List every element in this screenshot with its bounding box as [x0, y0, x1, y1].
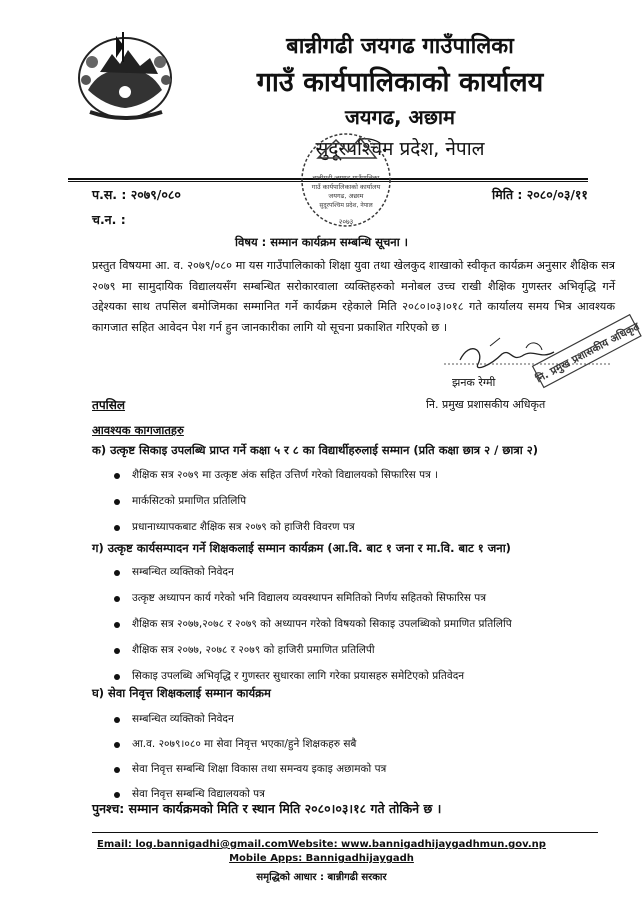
footer-slogan: समृद्धिको आधार : बान्नीगढी सरकार — [256, 872, 387, 883]
notice-date: मिति : २०८०/०३/११ — [492, 187, 588, 202]
list-item: सेवा निवृत्त सम्बन्धि विद्यालयको पत्र — [108, 787, 386, 812]
section-heading-students: क) उत्कृष्ट सिकाइ उपलब्धि प्राप्त गर्ने कक्षा ५ र ८ का विद्यार्थीहरुलाई सम्मान (प्रति कक्षा छात्र २ / छात्रा २) — [92, 443, 538, 457]
officer-stamp-text: नि. प्रमुख प्रशासकीय अधिकृत — [533, 320, 642, 386]
teacher-documents-list — [108, 565, 512, 695]
reference-number: प.स. : २०७९/०८० — [92, 187, 181, 202]
list-item: सेवा निवृत्त सम्बन्धि शिक्षा विकास तथा समन्वय इकाइ अछामको पत्र — [108, 762, 386, 787]
list-item: उत्कृष्ट अध्यापन कार्य गरेको भनि विद्यालय व्यवस्थापन समितिको निर्णय सहितको सिफारिस पत्र — [108, 591, 512, 617]
list-item: शैक्षिक सत्र २०७७, २०७८ र २०७९ को हाजिरी प्रमाणित प्रतिलिपी — [108, 643, 512, 669]
footer-mobile-apps: Mobile Apps: Bannigadhijaygadh — [229, 853, 414, 864]
municipality-name: बान्नीगढी जयगढ गाउँपालिका — [286, 34, 514, 59]
section-heading-retired: घ) सेवा निवृत्त शिक्षकलाई सम्मान कार्यक्रम — [92, 686, 271, 700]
seal-text-2: गाउँ कार्यपालिकाको कार्यालय — [311, 183, 381, 191]
list-item: सम्बन्धित व्यक्तिको निवेदन — [108, 565, 512, 591]
list-item: आ.व. २०७९।०८० मा सेवा निवृत्त भएका/हुने शिक्षकहरु सबै — [108, 737, 386, 762]
notice-subject: विषय : सम्मान कार्यक्रम सम्बन्धि सूचना । — [234, 235, 409, 249]
nepal-emblem-icon — [70, 28, 180, 124]
list-item: सम्बन्धित व्यक्तिको निवेदन — [108, 712, 386, 737]
schedule-heading: तपसिल — [92, 398, 126, 412]
student-documents-list — [108, 468, 438, 546]
footer-contact: Email: log.bannigadhi@gmail.comWebsite: www.bannigadhijaygadhmun.gov.np — [97, 839, 546, 850]
list-item: शैक्षिक सत्र २०७७,२०७८ र २०७९ को अध्यापन गरेको विषयको सिकाइ उपलब्धिको प्रमाणित प्रतिलिपि — [108, 617, 512, 643]
office-seal — [296, 128, 396, 232]
list-item: मार्कसिटको प्रमाणित प्रतिलिपि — [108, 494, 438, 520]
section-heading-teachers: ग) उत्कृष्ट कार्यसम्पादन गर्ने शिक्षकलाई सम्मान कार्यक्रम (आ.वि. बाट १ जना र मा.वि. बाट १ जना) — [92, 541, 511, 555]
required-documents-heading: आवश्यक कागजातहरु — [92, 423, 184, 437]
seal-text-4: सुदूरपश्चिम प्रदेश, नेपाल — [319, 202, 373, 209]
seal-text-3: जयगढ, अछाम — [328, 192, 364, 200]
dispatch-number: च.न. : — [92, 212, 126, 227]
signer-title: नि. प्रमुख प्रशासकीय अधिकृत — [426, 398, 546, 411]
office-location: जयगढ, अछाम — [345, 105, 455, 129]
footer-divider — [92, 832, 598, 833]
seal-year: २०७३ — [338, 218, 354, 226]
province-name: सुदूरपश्चिम प्रदेश, नेपाल — [315, 138, 485, 160]
postscript: पुनश्च: सम्मान कार्यक्रमको मिति र स्थान मिति २०८०।०३।१८ गते तोकिने छ । — [92, 801, 442, 816]
list-item: शैक्षिक सत्र २०७९ मा उत्कृष्ट अंक सहित उत्तिर्ण गरेको विद्यालयको सिफारिस पत्र । — [108, 468, 438, 494]
seal-text-1: बान्नीगढी जयगढ गाउँपालिका — [312, 174, 380, 182]
notice-body: प्रस्तुत विषयमा आ. व. २०७९/०८० मा यस गाउँपालिकाको शिक्षा युवा तथा खेलकुद शाखाको स्वीकृत कार्यक्रम अनुसार शैक्षिक सत्र २०७९ मा सामुदायिक विद्यालयसँग सम्बन्धित सरोकारवाला व्यक्तिहरुको मनोबल उच्च राखी शैक्षिक गुणस्तर अभिवृद्धि गर्ने उद्देश्यका साथ तपसिल बमोजिमका सम्मानित गर्ने कार्यक्रम रहेकाले मिति २०८०।०३।०१८ गते कार्यालय समय भित्र आवश्यक कागजात सहित आवेदन पेश गर्न हुन जानकारीका लागि यो सूचना प्रकाशित गरिएको छ । — [92, 259, 615, 334]
list-item: प्रधानाध्यापकबाट शैक्षिक सत्र २०७९ को हाजिरी विवरण पत्र — [108, 520, 438, 546]
retired-documents-list — [108, 712, 386, 812]
signer-name: झनक रेग्मी — [452, 376, 496, 389]
list-item: सिकाइ उपलब्धि अभिवृद्धि र गुणस्तर सुधारका लागि गरेका प्रयासहरु समेटिएको प्रतिवेदन — [108, 669, 512, 695]
office-name: गाउँ कार्यपालिकाको कार्यालय — [256, 67, 544, 98]
